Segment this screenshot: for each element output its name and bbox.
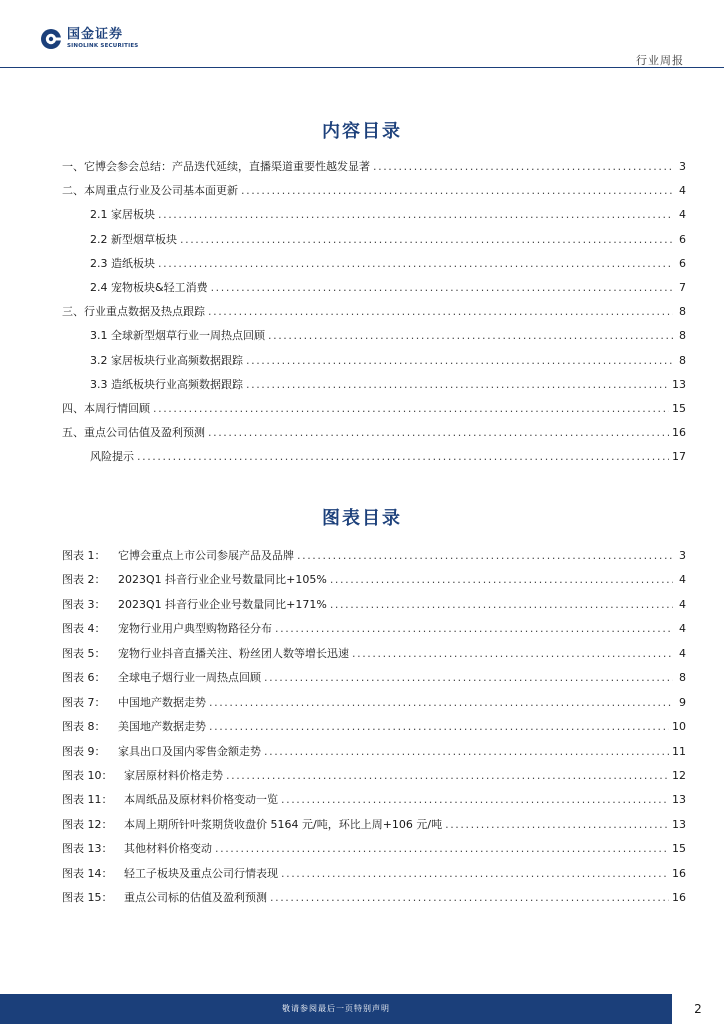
figure-entry-page: 15 [672, 842, 686, 856]
figure-entry[interactable] [62, 788, 686, 812]
dot-leader [153, 397, 669, 421]
figure-entry-page: 9 [679, 695, 686, 709]
dot-leader [158, 252, 673, 276]
figure-entry[interactable] [62, 715, 686, 739]
figure-entry-label: 图表 11： [62, 793, 113, 807]
toc-entry-title: 一、它博会参会总结：产品迭代延续，直播渠道重要性越发显著 [62, 160, 370, 173]
dot-leader [373, 155, 673, 179]
figure-entry[interactable] [62, 764, 686, 788]
toc-entry[interactable] [62, 179, 686, 203]
figure-entry[interactable] [62, 642, 686, 666]
figure-entry-page: 10 [672, 720, 686, 734]
figure-entry-page: 4 [679, 622, 686, 636]
figure-entry[interactable] [62, 837, 686, 861]
dot-leader [264, 740, 669, 764]
figure-entry-title: 家居原材料价格走势 [124, 768, 223, 782]
toc-entry-title: 2.1 家居板块 [90, 208, 155, 222]
toc-entry-title: 2.4 宠物板块&轻工消费 [90, 280, 208, 294]
figure-entry-title: 重点公司标的估值及盈利预测 [124, 891, 267, 905]
toc-entry-page: 6 [679, 256, 686, 270]
toc-entry-page: 8 [679, 353, 686, 367]
dot-leader [330, 593, 673, 617]
dot-leader [330, 568, 673, 592]
toc-entry[interactable] [62, 252, 686, 276]
figure-entry-title: 2023Q1 抖音行业企业号数量同比+171% [118, 597, 327, 611]
dot-leader [158, 203, 673, 227]
figure-entry-page: 4 [679, 646, 686, 660]
figure-entry-title: 轻工子板块及重点公司行情表现 [124, 866, 278, 880]
figure-entry-title: 它博会重点上市公司参展产品及品牌 [118, 549, 294, 562]
toc-heading: 内容目录 [322, 121, 402, 142]
dot-leader [270, 886, 669, 910]
logo-chinese-name: 国金证券 [67, 27, 124, 42]
toc-entry[interactable] [62, 228, 686, 252]
figure-entry-title: 家具出口及国内零售金额走势 [118, 744, 261, 758]
report-type-label: 行业周报 [636, 54, 684, 67]
page-header [0, 0, 724, 70]
figure-entry-title: 本周纸品及原材料价格变动一览 [124, 793, 278, 807]
toc-entry-title: 二、本周重点行业及公司基本面更新 [62, 184, 238, 198]
dot-leader [215, 837, 669, 861]
footer-disclaimer: 敬请参阅最后一页特别声明 [282, 1004, 390, 1013]
toc-entry-page: 4 [679, 184, 686, 198]
figure-entry-label: 图表 7： [62, 695, 106, 709]
toc-entry-title: 3.3 造纸板块行业高频数据跟踪 [90, 377, 243, 391]
toc-entry-title: 3.1 全球新型烟草行业一周热点回顾 [90, 329, 265, 343]
toc-entry-page: 3 [679, 160, 686, 173]
toc-entry-page: 17 [672, 450, 686, 464]
dot-leader [281, 862, 669, 886]
figure-entry[interactable] [62, 593, 686, 617]
figure-entry-label: 图表 3： [62, 597, 106, 611]
toc-entry-page: 4 [679, 208, 686, 222]
figure-entry[interactable] [62, 617, 686, 641]
figure-entry-page: 12 [672, 768, 686, 782]
dot-leader [268, 324, 673, 348]
dot-leader [180, 228, 673, 252]
figure-entry-label: 图表 4： [62, 622, 106, 636]
toc-entry-page: 6 [679, 232, 686, 246]
figure-entry-page: 4 [679, 573, 686, 587]
dot-leader [208, 421, 669, 445]
toc-entry[interactable] [62, 445, 686, 469]
page-number: 2 [694, 1002, 702, 1016]
figure-entry-label: 图表 15： [62, 891, 113, 905]
figure-entry-title: 2023Q1 抖音行业企业号数量同比+105% [118, 573, 327, 587]
figure-entry[interactable] [62, 862, 686, 886]
figure-entry-title: 宠物行业抖音直播关注、粉丝团人数等增长迅速 [118, 646, 349, 660]
figure-entry-page: 11 [672, 744, 686, 758]
logo-mark-icon [40, 28, 62, 50]
figure-entry-label: 图表 2： [62, 573, 106, 587]
figure-entry[interactable] [62, 886, 686, 910]
dot-leader [211, 276, 673, 300]
toc-entry-title: 五、重点公司估值及盈利预测 [62, 426, 205, 440]
toc-entry-page: 16 [672, 426, 686, 440]
figure-entry-title: 其他材料价格变动 [124, 842, 212, 856]
dot-leader [246, 373, 669, 397]
dot-leader [297, 544, 673, 568]
toc-entry-title: 三、行业重点数据及热点跟踪 [62, 305, 205, 319]
figure-entry-page: 8 [679, 671, 686, 685]
dot-leader [137, 445, 669, 469]
figures-heading: 图表目录 [322, 508, 402, 529]
figure-entry-label: 图表 5： [62, 646, 106, 660]
dot-leader [281, 788, 669, 812]
figure-entry-page: 13 [672, 793, 686, 807]
dot-leader [264, 666, 673, 690]
figure-entry-title: 美国地产数据走势 [118, 720, 206, 734]
figure-entry-title: 全球电子烟行业一周热点回顾 [118, 671, 261, 685]
dot-leader [246, 349, 673, 373]
toc-entry[interactable] [62, 155, 686, 179]
figure-entry[interactable] [62, 740, 686, 764]
toc-entry-page: 15 [672, 401, 686, 415]
logo-english-name: SINOLINK SECURITIES [67, 43, 139, 49]
toc-entry-page: 8 [679, 329, 686, 343]
dot-leader [241, 179, 673, 203]
dot-leader [275, 617, 673, 641]
toc-entry[interactable] [62, 373, 686, 397]
dot-leader [226, 764, 669, 788]
dot-leader [209, 715, 669, 739]
toc-entry-title: 2.2 新型烟草板块 [90, 232, 177, 246]
figure-entry[interactable] [62, 568, 686, 592]
figure-entry-page: 4 [679, 597, 686, 611]
figure-entry-label: 图表 13： [62, 842, 113, 856]
figure-entry-title: 宠物行业用户典型购物路径分布 [118, 622, 272, 636]
toc-entry-title: 3.2 家居板块行业高频数据跟踪 [90, 353, 243, 367]
figure-entry-label: 图表 1： [62, 549, 106, 562]
toc-entry-title: 风险提示 [90, 450, 134, 464]
header-divider [0, 67, 724, 68]
toc-entry-title: 2.3 造纸板块 [90, 256, 155, 270]
figure-entry[interactable] [62, 544, 686, 568]
toc-entry[interactable] [62, 397, 686, 421]
toc-entry-title: 四、本周行情回顾 [62, 401, 150, 415]
toc-list [62, 155, 686, 469]
toc-entry[interactable] [62, 324, 686, 348]
figure-entry-title: 中国地产数据走势 [118, 695, 206, 709]
dot-leader [445, 813, 669, 837]
figure-list [62, 544, 686, 911]
figure-entry-page: 13 [672, 817, 686, 831]
figure-entry-page: 16 [672, 891, 686, 905]
page-footer [0, 994, 724, 1024]
figure-entry[interactable] [62, 666, 686, 690]
toc-entry-page: 8 [679, 305, 686, 319]
figure-entry-label: 图表 12： [62, 817, 113, 831]
figure-entry[interactable] [62, 691, 686, 715]
toc-entry[interactable] [62, 421, 686, 445]
figure-entry-page: 3 [679, 549, 686, 562]
toc-entry[interactable] [62, 276, 686, 300]
toc-entry[interactable] [62, 349, 686, 373]
dot-leader [209, 691, 673, 715]
dot-leader [208, 300, 673, 324]
figure-entry-label: 图表 8： [62, 720, 106, 734]
toc-entry[interactable] [62, 300, 686, 324]
dot-leader [352, 642, 673, 666]
toc-entry-page: 7 [679, 280, 686, 294]
company-logo [40, 28, 138, 50]
toc-entry-page: 13 [672, 377, 686, 391]
figure-entry-title: 本周上期所针叶浆期货收盘价 5164 元/吨，环比上周+106 元/吨 [124, 817, 443, 831]
figure-entry-label: 图表 9： [62, 744, 106, 758]
toc-entry[interactable] [62, 203, 686, 227]
figure-entry[interactable] [62, 813, 686, 837]
figure-entry-page: 16 [672, 866, 686, 880]
figure-entry-label: 图表 6： [62, 671, 106, 685]
figure-entry-label: 图表 10： [62, 768, 113, 782]
figure-entry-label: 图表 14： [62, 866, 113, 880]
